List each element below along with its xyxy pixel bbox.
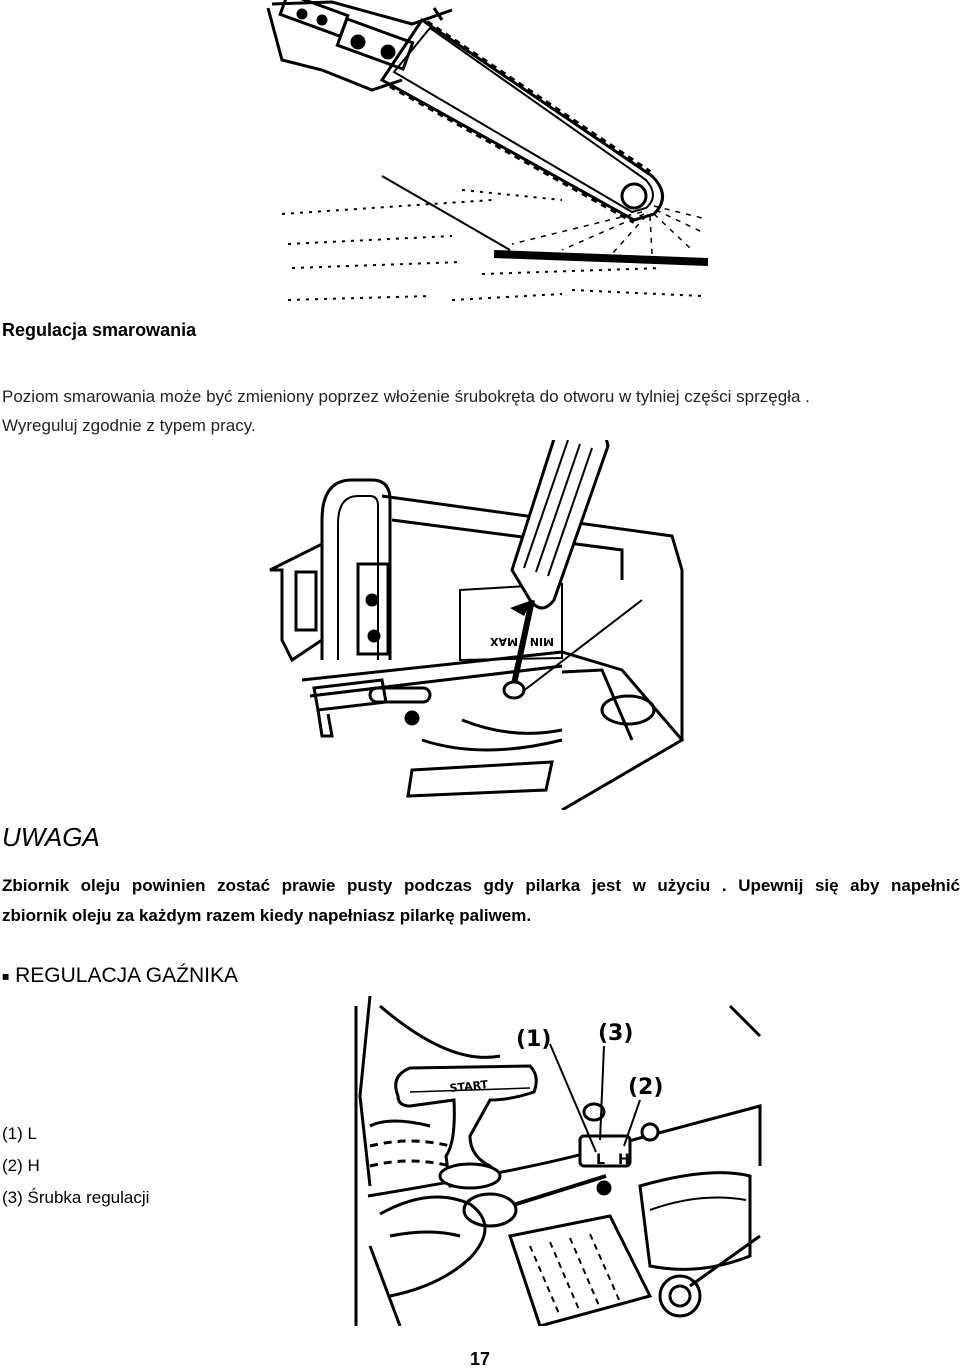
- oil-min-label: MIN: [529, 635, 554, 648]
- lubrication-paragraph: [2, 382, 942, 440]
- warning-title: UWAGA: [2, 822, 100, 852]
- oil-max-label: MAX: [490, 635, 518, 648]
- lubrication-line-1: Poziom smarowania może być zmieniony poprzez włożenie śrubokręta do otworu w tylniej części sprzęgła .: [2, 387, 810, 406]
- lubrication-line-2: Wyreguluj zgodnie z typem pracy.: [2, 416, 256, 435]
- section-title-lubrication: Regulacja smarowania: [2, 320, 197, 340]
- legend-item-l: (1) L: [2, 1124, 37, 1143]
- legend-item-screw: (3) Śrubka regulacji: [2, 1188, 150, 1207]
- warning-line-2: zbiornik oleju za każdym razem kiedy napełniasz pilarkę paliwem.: [2, 906, 532, 925]
- section-title-carburetor: [2, 964, 238, 988]
- h-screw-label: H: [618, 1152, 630, 1168]
- start-label: START: [448, 1078, 489, 1095]
- carburetor-adjustment-illustration: [350, 996, 770, 1326]
- carburetor-legend: [2, 1118, 149, 1214]
- page-number: 17: [469, 1349, 491, 1369]
- bullet-icon: ■: [2, 969, 10, 984]
- warning-line-1: Zbiornik oleju powinien zostać prawie pusty podczas gdy pilarka jest w użyciu . Upewnij się aby napełnić: [2, 876, 960, 895]
- oil-adjustment-illustration: [262, 440, 692, 810]
- warning-paragraph: [2, 871, 960, 931]
- chainsaw-bar-illustration: [262, 0, 722, 310]
- callout-2-label: (2): [628, 1075, 664, 1100]
- legend-item-h: (2) H: [2, 1156, 40, 1175]
- l-screw-label: L: [596, 1152, 605, 1168]
- carburetor-title-text: REGULACJA GAŹNIKA: [15, 964, 238, 987]
- callout-1-label: (1): [516, 1027, 552, 1052]
- callout-3-label: (3): [598, 1021, 634, 1046]
